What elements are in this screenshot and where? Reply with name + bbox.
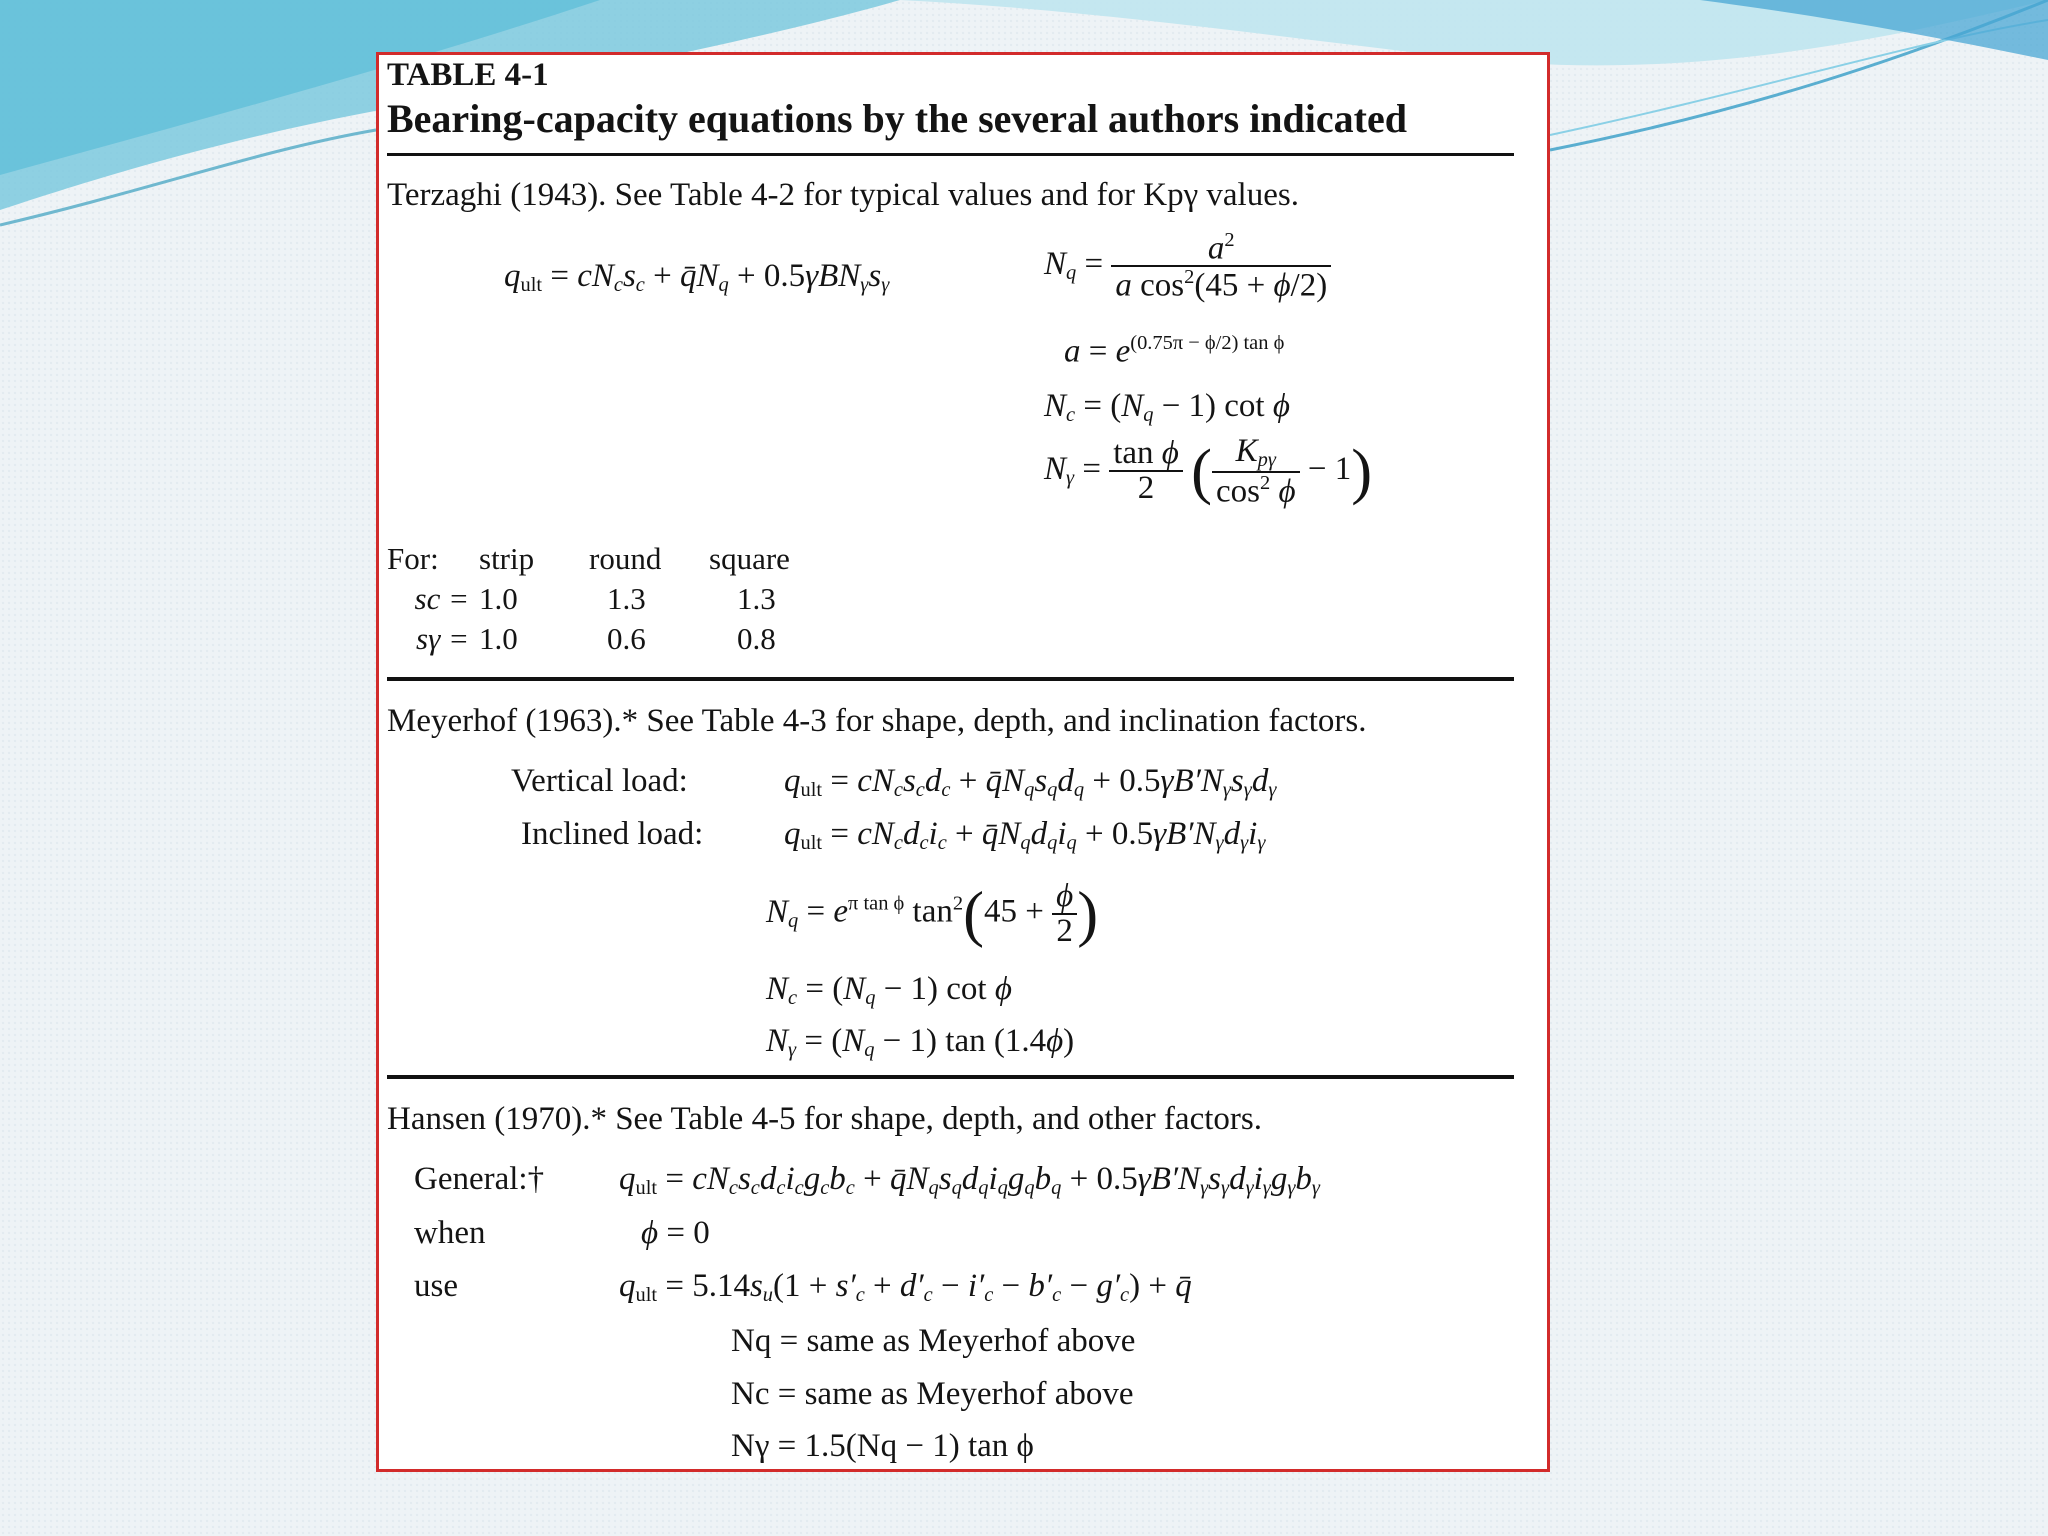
terzaghi-shape-factor-table	[387, 539, 829, 659]
meyerhof-nc-equation: $N_c = (N_q - 1)$ cot ϕ	[766, 971, 1012, 1010]
terzaghi-nc-equation: $N_c = (N_q - 1)$ cot ϕ	[1044, 388, 1290, 427]
hansen-nq-equation: Nq = same as Meyerhof above	[731, 1323, 1136, 1359]
hansen-ngamma-equation: Nγ = 1.5(Nq − 1) tan ϕ	[731, 1428, 1034, 1464]
hansen-use-equation: $q_{ult} = 5.14s_u(1 + s'_c + d'_c - i'_c - b'_c - g'_c)$ + q̄	[619, 1268, 1192, 1307]
table-cell: 0.8	[737, 621, 776, 656]
meyerhof-inclined-label: Inclined load:	[521, 816, 704, 852]
table-cell: 1.3	[737, 581, 776, 616]
column-header: For:	[387, 541, 439, 576]
hansen-when-equation: ϕ = 0	[641, 1215, 710, 1251]
hansen-general-equation: $q_{ult} = cN_cs_cd_ci_cg_cb_c$ + $q̄N_qs_qd_qi_qg_qb_q + 0.5\gamma B'N_\gamma s_\gamma d_\gamma i_\gamma g_\gamma b_\gamma$	[619, 1161, 1320, 1200]
meyerhof-vertical-equation: $q_{ult} = cN_cs_cd_c$ + $q̄N_qs_qd_q + 0.5\gamma B'N_\gamma s_\gamma d_\gamma$	[784, 763, 1277, 802]
table-cell-symbol: sγ =	[416, 621, 469, 656]
terzaghi-a-equation: $a = e^{(0.75\pi - \phi/2) tan \phi}$	[1064, 332, 1285, 370]
terzaghi-bearing-equation: $q_{ult} = cN_cs_c$ + $q̄N_q + 0.5\gamma BN_\gamma s_\gamma$	[504, 258, 890, 297]
table-title: Bearing-capacity equations by the several authors indicated	[387, 96, 1407, 141]
section-rule	[387, 677, 1514, 681]
column-header: strip	[479, 541, 535, 576]
hansen-when-label: when	[414, 1215, 486, 1251]
terzaghi-ngamma-equation: $N_\gamma$ = $\frac{\text{tan ϕ}}{2}$ ( $\frac{K_{p\gamma}}{\cos^2 \phi}$ − 1)	[1044, 433, 1373, 509]
terzaghi-nq-equation: $N_q$ = $\frac{a^2}{a \cos^2(45 + \phi/2)}$	[1044, 230, 1331, 303]
table-row	[387, 579, 829, 619]
section-rule	[387, 1075, 1514, 1079]
table-cell: 0.6	[607, 621, 646, 656]
hansen-intro: Hansen (1970).* See Table 4-5 for shape, depth, and other factors.	[387, 1101, 1262, 1137]
title-rule	[387, 153, 1514, 156]
terzaghi-intro: Terzaghi (1943). See Table 4-2 for typical values and for Kpγ values.	[387, 177, 1299, 213]
hansen-use-label: use	[414, 1268, 458, 1304]
table-cell-symbol: sc =	[414, 581, 469, 616]
table-header-row	[387, 539, 829, 579]
column-header: round	[589, 541, 662, 576]
meyerhof-intro: Meyerhof (1963).* See Table 4-3 for shape, depth, and inclination factors.	[387, 703, 1367, 739]
equation-table-card	[376, 52, 1550, 1472]
table-cell: 1.3	[607, 581, 646, 616]
table-label: TABLE 4-1	[387, 57, 549, 93]
hansen-general-label: General:†	[414, 1161, 545, 1197]
meyerhof-ngamma-equation: $N_\gamma = (N_q - 1)$ tan (1.4ϕ)	[766, 1023, 1075, 1062]
hansen-nc-equation: Nc = same as Meyerhof above	[731, 1376, 1134, 1412]
table-cell: 1.0	[479, 581, 518, 616]
table-cell: 1.0	[479, 621, 518, 656]
table-row	[387, 619, 829, 659]
meyerhof-inclined-equation: $q_{ult} = cN_cd_ci_c$ + $q̄N_qd_qi_q + 0.5\gamma B'N_\gamma d_\gamma i_\gamma$	[784, 816, 1266, 855]
meyerhof-vertical-label: Vertical load:	[511, 763, 688, 799]
column-header: square	[709, 541, 790, 576]
meyerhof-nq-equation: $N_q = e^{\pi tan \phi}$ $\tan^2(45$ + $\frac{\phi}{2}$ )	[766, 878, 1099, 949]
